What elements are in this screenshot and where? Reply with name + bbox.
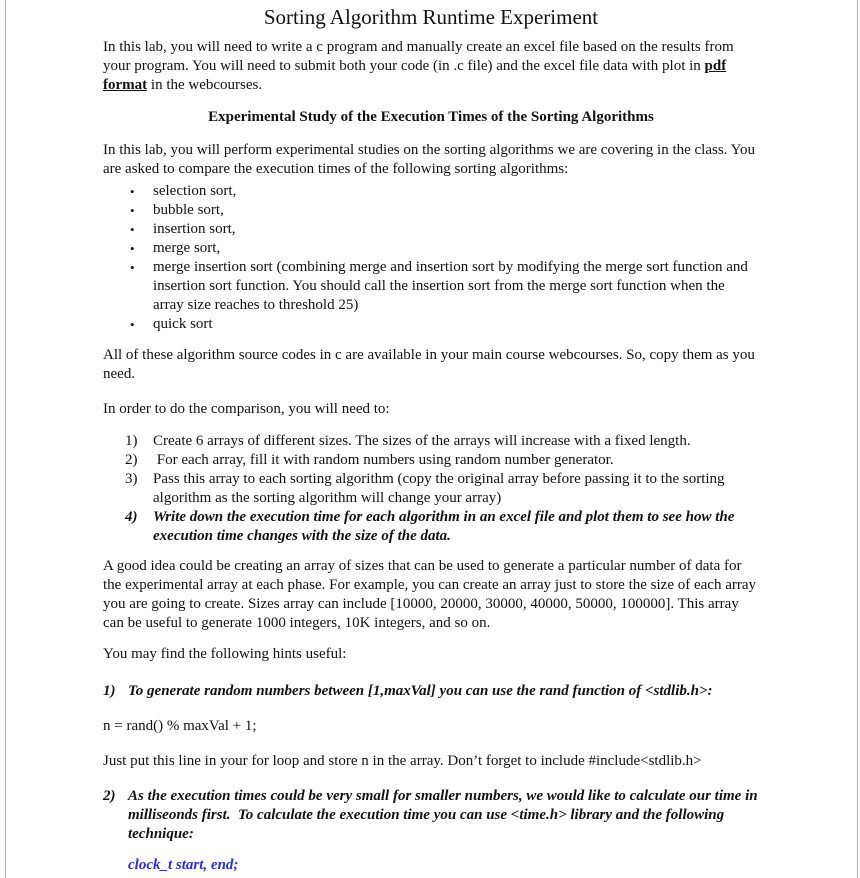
intro-paragraph xyxy=(103,38,759,95)
list-item xyxy=(103,201,759,220)
bullet-icon: • xyxy=(130,260,135,275)
hint-text: As the execution times could be very small for smaller numbers, we would like to calculate our time in milliseonds first. To calculate the execution time you can use <time.h> library and the following technique: xyxy=(128,788,762,842)
step-text: Write down the execution time for each algorithm in an excel file and plot them to see how the execution time changes with the size of the data. xyxy=(153,509,739,544)
intro-text-2: in the webcourses. xyxy=(147,77,263,93)
bullet-icon: • xyxy=(130,184,135,199)
algorithm-quick-sort: quick sort xyxy=(153,316,213,332)
list-item xyxy=(103,182,759,201)
algorithm-insertion-sort: insertion sort, xyxy=(153,221,236,237)
step-number: 3) xyxy=(125,471,138,487)
list-item xyxy=(103,315,759,334)
page-title: Sorting Algorithm Runtime Experiment xyxy=(263,5,599,29)
study-intro-paragraph: In this lab, you will perform experimental studies on the sorting algorithms we are covering in the class. You are asked to compare the execution times of the following sorting algorithms: xyxy=(103,142,755,177)
list-item xyxy=(103,239,759,258)
section-heading: Experimental Study of the Execution Times of the Sorting Algorithms xyxy=(208,109,654,125)
good-idea-paragraph: A good idea could be creating an array of sizes that can be used to generate a particular number of data for the experimental array at each phase. For example, you can create an array just to store the size of each array you are going to create. Sizes array can include [10000, 20000, 30000, 40000, 50000, 100000]. This array can be useful to generate 1000 integers, 10K integers, and so on. xyxy=(103,558,757,631)
algorithm-selection-sort: selection sort, xyxy=(153,183,237,199)
step-text: Create 6 arrays of different sizes. The sizes of the arrays will increase with a fixed length. xyxy=(153,433,691,449)
list-item xyxy=(103,258,759,315)
hint-number: 1) xyxy=(103,683,116,699)
bullet-icon: • xyxy=(130,317,135,332)
intro-text-1: In this lab, you will need to write a c program and manually create an excel file based on the results from your program. You will need to submit both your code (in .c file) and the excel file data with plot in xyxy=(103,39,734,74)
comparison-intro-paragraph: In order to do the comparison, you will need to: xyxy=(103,401,390,417)
step-item-1 xyxy=(103,432,759,451)
algorithm-merge-insertion-sort: merge insertion sort (combining merge and insertion sort by modifying the merge sort function and insertion sort function. You should call the insertion sort from the merge sort function when the array size reaches to threshold 25) xyxy=(153,259,748,313)
step-number: 2) xyxy=(125,452,138,468)
code-line-clock: clock_t start, end; xyxy=(128,857,239,873)
availability-paragraph: All of these algorithm source codes in c are available in your main course webcourses. So, copy them as you need. xyxy=(103,347,755,382)
step-text: Pass this array to each sorting algorithm (copy the original array before passing it to the sorting algorithm as the sorting algorithm will change your array) xyxy=(153,471,729,506)
step-item-3 xyxy=(103,470,759,508)
step-number: 4) xyxy=(125,509,138,525)
document-page xyxy=(103,0,762,875)
hint-text: To generate random numbers between [1,maxVal] you can use the rand function of <stdlib.h>: xyxy=(128,683,713,699)
rand-note-paragraph: Just put this line in your for loop and store n in the array. Don’t forget to include #include<stdlib.h> xyxy=(103,753,702,769)
hint-item-1 xyxy=(103,682,759,701)
step-item-4 xyxy=(103,508,759,546)
bullet-icon: • xyxy=(130,222,135,237)
hint-number: 2) xyxy=(103,788,116,804)
page-right-border xyxy=(857,0,858,878)
algorithm-merge-sort: merge sort, xyxy=(153,240,221,256)
page-left-border xyxy=(5,0,6,878)
step-item-2 xyxy=(103,451,759,470)
algorithm-list xyxy=(103,182,759,334)
algorithm-bubble-sort: bubble sort, xyxy=(153,202,224,218)
steps-list xyxy=(103,432,759,546)
hint-item-2 xyxy=(103,787,762,844)
list-item xyxy=(103,220,759,239)
pdf-format-emphasis: pdf format xyxy=(103,58,727,93)
bullet-icon: • xyxy=(130,241,135,256)
code-line-rand: n = rand() % maxVal + 1; xyxy=(103,718,257,734)
hints-intro-paragraph: You may find the following hints useful: xyxy=(103,646,347,662)
bullet-icon: • xyxy=(130,203,135,218)
step-number: 1) xyxy=(125,433,138,449)
step-text: For each array, fill it with random numbers using random number generator. xyxy=(153,452,614,468)
